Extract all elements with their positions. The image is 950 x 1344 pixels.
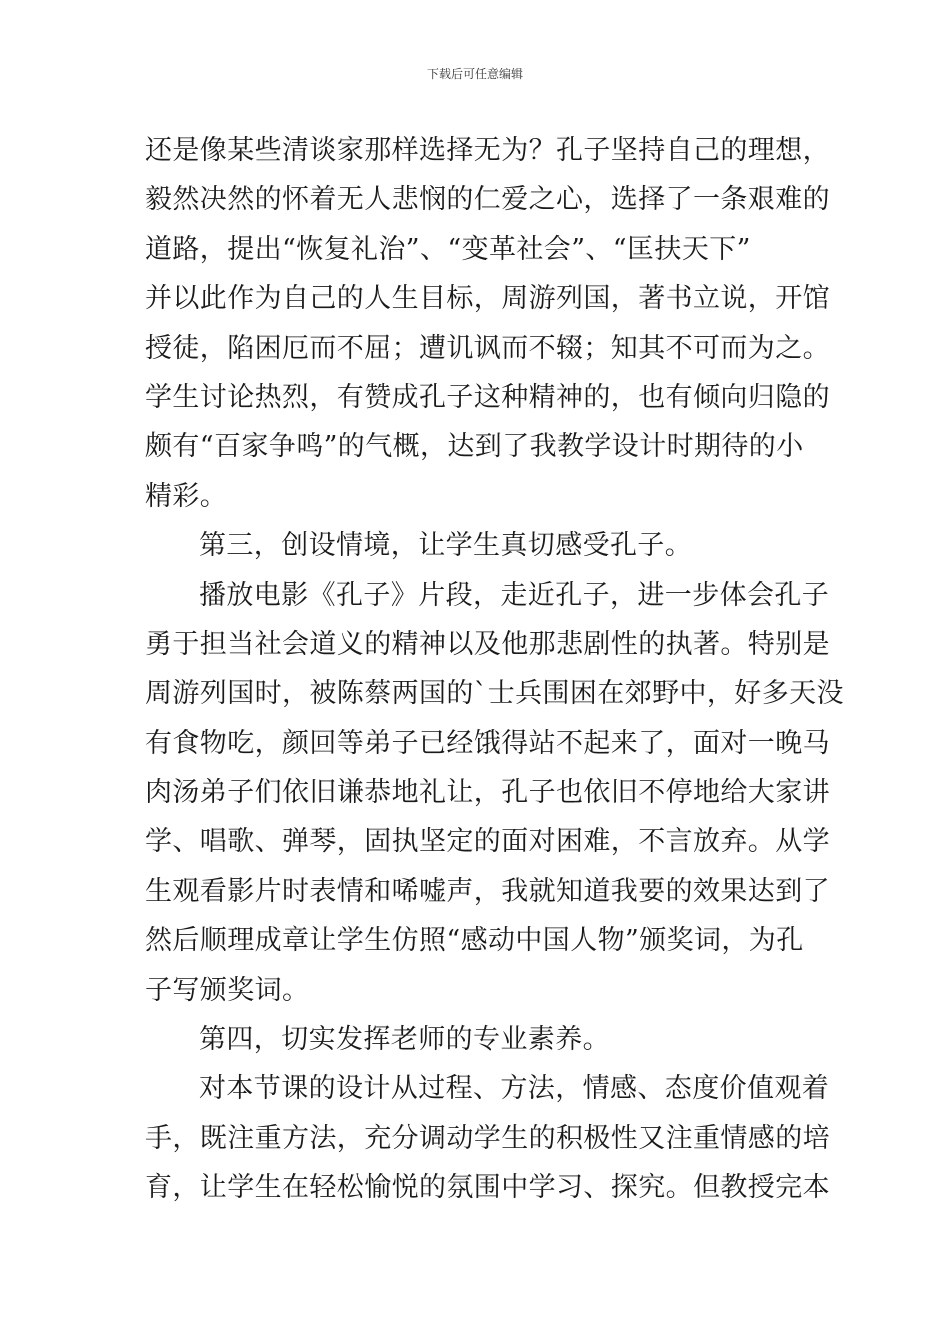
text-line: 颇有“百家争鸣”的气概，达到了我教学设计时期待的小 xyxy=(145,431,804,463)
text-line: 第四，切实发挥老师的专业素养。 xyxy=(199,1024,610,1056)
text-line: 子写颁奖词。 xyxy=(145,974,310,1006)
text-line: 周游列国时，被陈蔡两国的`士兵围困在郊野中，好多天没 xyxy=(145,678,844,710)
text-line: 播放电影《孔子》片段，走近孔子，进一步体会孔子 xyxy=(199,579,830,611)
text-line: 道路，提出“恢复礼治”、“变革社会”、“匡扶天下” xyxy=(145,233,751,265)
text-line: 学生讨论热烈，有赞成孔子这种精神的，也有倾向归隐的 xyxy=(145,381,830,413)
text-line: 还是像某些清谈家那样选择无为？孔子坚持自己的理想， xyxy=(145,135,830,166)
text-line: 第三，创设情境，让学生真切感受孔子。 xyxy=(199,530,693,562)
text-line: 手，既注重方法，充分调动学生的积极性又注重情感的培 xyxy=(145,1122,830,1154)
text-line: 育，让学生在轻松愉悦的氛围中学习、探究。但教授完本 xyxy=(145,1172,830,1204)
text-line: 并以此作为自己的人生目标，周游列国，著书立说，开馆 xyxy=(145,283,830,315)
text-line: 毅然决然的怀着无人悲悯的仁爱之心，选择了一条艰难的 xyxy=(145,184,830,216)
text-line: 肉汤弟子们依旧谦恭地礼让，孔子也依旧不停地给大家讲 xyxy=(145,777,830,809)
text-line: 有食物吃，颜回等弟子已经饿得站不起来了，面对一晚马 xyxy=(145,727,830,759)
text-line: 授徒，陷困厄而不屈；遭讥讽而不辍；知其不可而为之。 xyxy=(145,332,830,364)
text-line: 然后顺理成章让学生仿照“感动中国人物”颁奖词，为孔 xyxy=(145,925,804,957)
body-text xyxy=(145,126,844,1213)
text-line: 对本节课的设计从过程、方法，情感、态度价值观着 xyxy=(199,1073,830,1105)
text-line: 学、唱歌、弹琴，固执坚定的面对困难，不言放弃。从学 xyxy=(145,826,830,858)
text-line: 生观看影片时表情和唏嘘声，我就知道我要的效果达到了 xyxy=(145,875,830,907)
text-line: 精彩。 xyxy=(145,480,228,512)
text-line: 勇于担当社会道义的精神以及他那悲剧性的执著。特别是 xyxy=(145,628,830,660)
page-header: 下载后可任意编辑 xyxy=(426,67,523,81)
